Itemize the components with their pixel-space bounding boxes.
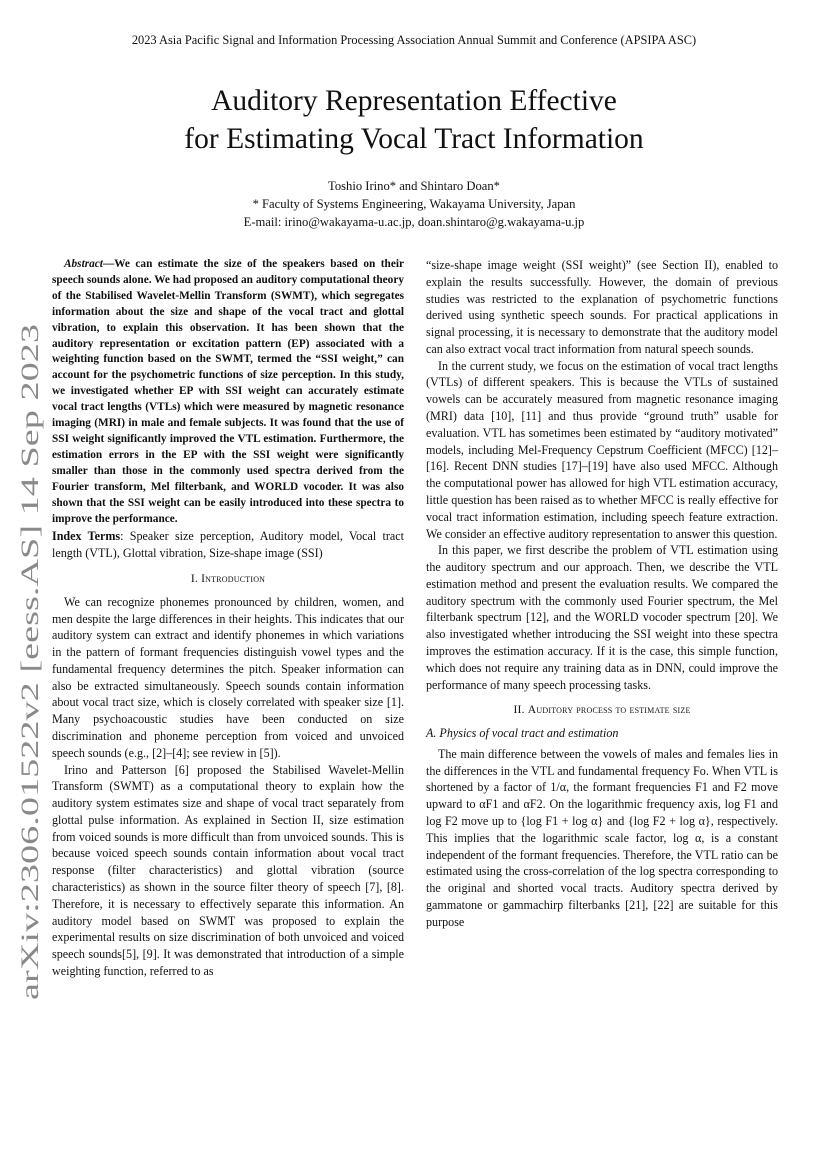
- right-column: [426, 257, 778, 930]
- index-terms-text: : Speaker size perception, Auditory model, Vocal tract length (VTL), Glottal vibration, Size-shape image (SSI): [52, 529, 405, 561]
- section-heading-auditory-process: II. Auditory process to estimate size: [513, 703, 691, 717]
- paragraph: The main difference between the vowels of males and females lies in the differences in the VTL and fundamental frequency Fo. When VTL is shortened by a factor of 1/α, the formant frequencies F1 and F2 move upward to αF1 and αF2. On the logarithmic frequency axis, log F1 and log F2 move up to {log F1 + log α} and {log F2 + log α}, respectively. This implies that the logarithmic scale factor, log α, is a constant independent of the formant frequencies. Therefore, the VTL ratio can be estimated using the cross-correlation of the log spectra corresponding to the original and shorted vocal tracts. Auditory spectra derived by gammatone or gammachirp filterbanks [21], [22] are suitable for this purpose: [426, 746, 778, 929]
- title-line-2: for Estimating Vocal Tract Information: [184, 123, 644, 155]
- abstract: [52, 257, 404, 527]
- paragraph: In the current study, we focus on the estimation of vocal tract lengths (VTLs) of different speakers. This is because the VTLs of sustained vowels can be accurately measured from magnetic resonance imaging (MRI) data [10], [11] and thus provide “ground truth” usable for evaluation. VTL has sometimes been estimated by “auditory motivated” models, including Mel-Frequency Cepstrum Coefficient (MFCC) [12]–[16]. Recent DNN studies [17]–[19] have also used MFCC. Although the computational power has allowed for high VTL estimation accuracy, little question has been raised as to whether MFCC is really effective for vocal tract information estimation, including speech feature extraction. We consider an effective auditory representation to answer this question.: [426, 358, 778, 541]
- arxiv-stamp-text: arXiv:2306.01522v2 [eess.AS] 14 Sep 2023: [17, 558, 44, 1000]
- left-column: [52, 257, 404, 980]
- author-block: [0, 177, 828, 231]
- author-affiliation: * Faculty of Systems Engineering, Wakayama University, Japan: [252, 197, 576, 211]
- index-terms: [52, 528, 404, 562]
- paragraph: We can recognize phonemes pronounced by children, women, and men despite the large differences in their heights. This indicates that our auditory system can extract and identify phonemes in which variations in the pattern of formant frequencies distinguish vowel types and the fundamental frequency determines the pitch. Speaker information can also be extracted simultaneously. Speech sounds contain information about vocal tract size, which is closely correlated with speaker size [1]. Many psychoacoustic studies have been conducted on size discrimination and phoneme perception from voiced and unvoiced speech sounds (e.g., [2]–[4]; see review in [5]).: [52, 594, 404, 760]
- abstract-label: Abstract: [64, 258, 103, 270]
- title-line-1: Auditory Representation Effective: [211, 85, 617, 117]
- arxiv-stamp: [12, 324, 46, 1000]
- subsection-heading-physics: A. Physics of vocal tract and estimation: [426, 726, 619, 741]
- paragraph: Irino and Patterson [6] proposed the Stabilised Wavelet-Mellin Transform (SWMT) as a computational theory to explain how the auditory system estimates size and shape of vocal tract separately from glottal pulse information. As explained in Section II, size estimation from voiced sounds is more difficult than from unvoiced sounds. This is because voiced speech sounds contain information about vocal tract response (filter characteristics) and glottal vibration (source characteristics) as shown in the source filter theory of speech [7], [8]. Therefore, it is necessary to effectively separate this information. An auditory model based on SWMT was proposed to explain the experimental results on size discrimination of both unvoiced and voiced speech sounds[5], [9]. It was demonstrated that introduction of a simple weighting function, referred to as: [52, 762, 404, 978]
- paper-title: [0, 82, 828, 158]
- author-email: E-mail: irino@wakayama-u.ac.jp, doan.shintaro@g.wakayama-u.jp: [243, 215, 585, 229]
- index-terms-label: Index Terms: [52, 529, 121, 544]
- abstract-text: —We can estimate the size of the speakers based on their speech sounds alone. We had proposed an auditory computational theory of the Stabilised Wavelet-Mellin Transform (SWMT), which segregates information about the size and shape of the vocal tract and glottal vibration, to explain this observation. It has been shown that the auditory representation or excitation pattern (EP) associated with a weighting function based on the SWMT, termed the “SSI weight,” can account for the psychometric functions of size perception. In this study, we investigated whether EP with SSI weight can accurately estimate vocal tract lengths (VTLs) which were measured by magnetic resonance imaging (MRI) in male and female subjects. It was found that the use of SSI weight significantly improved the VTL estimation. Furthermore, the estimation errors in the EP with the SSI weight were significantly smaller than those in the commonly used spectra derived from the Fourier transform, Mel filterbank, and WORLD vocoder. It was also shown that the SSI weight can be easily introduced into these spectra to improve the performance.: [52, 258, 404, 525]
- paragraph: “size-shape image weight (SSI weight)” (see Section II), enabled to explain the results successfully. However, the domain of previous studies was restricted to the explanation of psychometric functions derived using synthetic speech sounds. For practical applications in signal processing, it is necessary to demonstrate that the auditory model can also extract vocal tract information from natural speech sounds.: [426, 258, 778, 356]
- section-heading-introduction: I. Introduction: [190, 571, 266, 585]
- conference-header: 2023 Asia Pacific Signal and Information Processing Association Annual Summit and Conference (APSIPA ASC): [131, 33, 697, 47]
- author-names: Toshio Irino* and Shintaro Doan*: [328, 179, 500, 193]
- paragraph: In this paper, we first describe the problem of VTL estimation using the auditory spectrum and our approach. Then, we describe the VTL estimation method and present the evaluation results. We compared the auditory spectrum with the commonly used Fourier spectrum, the Mel filterbank spectrum [12], and the WORLD vocoder spectrum [20]. We also investigated whether introducing the SSI weight into these spectra improves the estimation accuracy. If it is the case, this simple function, which does not require any training data as in DNN, could improve the performance of many speech processing tasks.: [426, 543, 778, 692]
